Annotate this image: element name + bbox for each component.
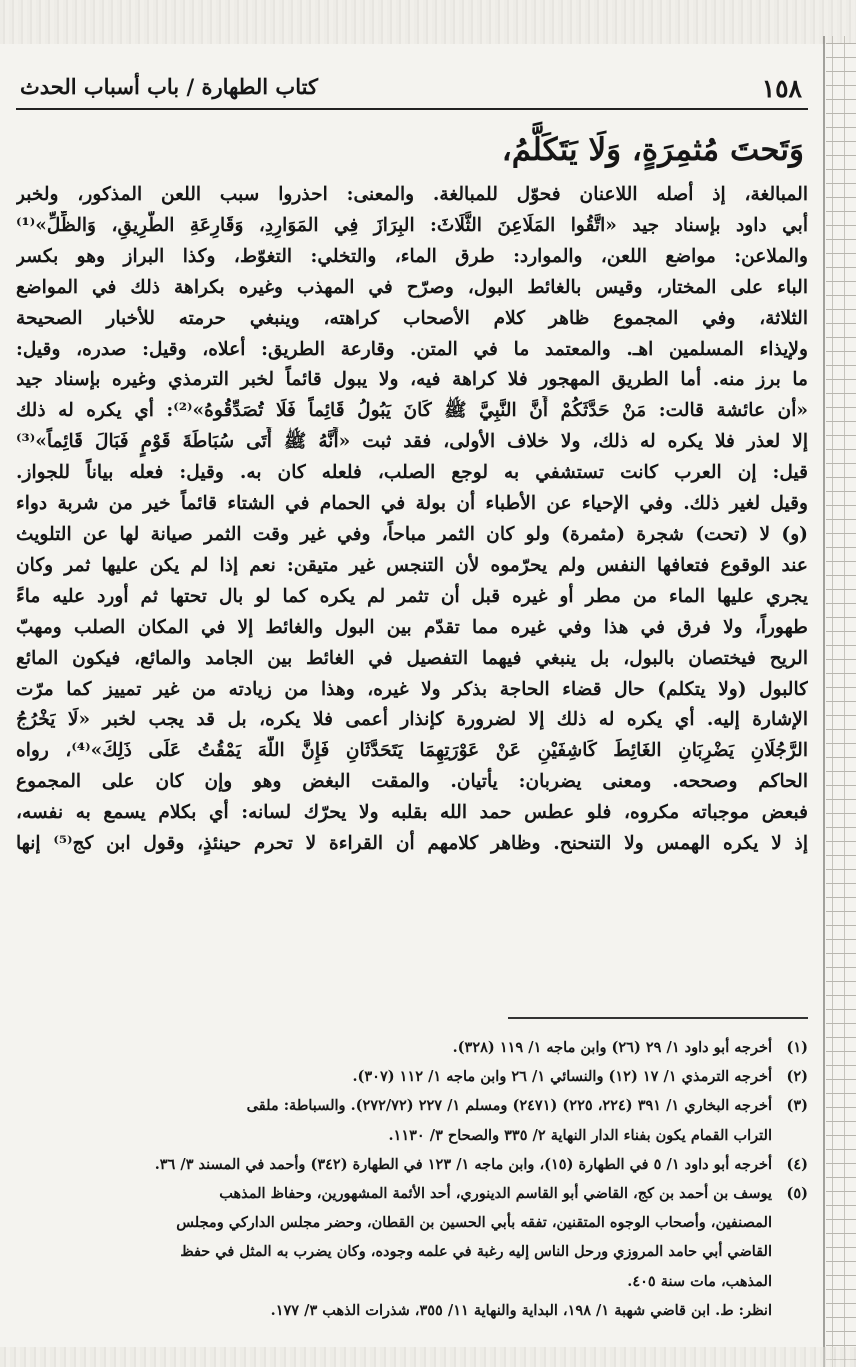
footnote-line: أخرجه الترمذي ١/ ١٧ (١٢) والنسائي ١/ ٢٦ وابن ماجه ١/ ١١٢ (٣٠٧). — [352, 1068, 772, 1086]
footnote-line: أخرجه أبو داود ١/ ٢٩ (٢٦) وابن ماجه ١/ ١١٩ (٣٢٨). — [452, 1039, 772, 1056]
footnote-number: (٥) — [786, 1185, 808, 1203]
running-title: كتاب الطهارة / باب أسباب الحدث — [20, 74, 318, 99]
footnote-line: المصنفين، وأصحاب الوجوه المتقنين، تفقه بأبي الحسين بن القطان، وحضر مجلس الداركي ومجلس — [176, 1214, 772, 1232]
scan-edge-top — [0, 0, 856, 44]
footnote-line: المذهب، مات سنة ٤٠٥. — [627, 1272, 772, 1290]
text-line: طهوراً، ولا فرق في هذا وفي غيره مما تقدّم بين البول والغائط إلا في المكان الصلب ومهبّ — [16, 616, 808, 638]
text-line: «أن عائشة قالت: مَنْ حَدَّثَكُمْ أَنَّ النَّبِيَّ ﷺ كَانَ يَبُولُ قَائِماً فَلَا تُصَدِّقُوهُ»⁽²⁾: أي يكره له ذلك — [16, 400, 808, 422]
text-line: ولإيذاء المسلمين اهـ. والمعتمد ما في المتن. وقارعة الطريق: أعلاه، وقيل: صدره، وقيل: — [16, 338, 808, 360]
page-number: ١٥٨ — [761, 74, 802, 103]
footnote-text — [16, 1150, 772, 1179]
footnote-item — [16, 1179, 808, 1325]
footnote-item — [16, 1033, 808, 1062]
text-line: الثلاثة، وفي المجموع ظاهر كلام الأصحاب كراهته، وينبغي حرمته للأخبار الصحيحة — [16, 307, 808, 329]
scan-edge-bottom — [0, 1347, 856, 1367]
footnote-line: يوسف بن أحمد بن كج، القاضي أبو القاسم الدينوري، أحد الأئمة المشهورين، وحفاظ المذهب — [219, 1185, 772, 1203]
footnote-line: التراب القمام يكون بفناء الدار النهاية ٢/ ٣٣٥ والصحاح ٣/ ١١٣٠. — [388, 1126, 772, 1144]
matn-heading: وَتَحتَ مُثمِرَةٍ، وَلَا يَتَكَلَّمُ، — [501, 132, 804, 168]
footnote-number: (١) — [786, 1039, 808, 1056]
text-line: الرَّجُلَانِ يَضْرِبَانِ الغَائِطَ كَاشِفَيْنِ عَنْ عَوْرَتِهِمَا يَتَحَدَّثَانِ فَإِنَّ اللَّهَ يَمْقُتُ عَلَى ذَلِكَ»⁽⁴⁾، رواه — [16, 740, 808, 762]
text-line: الباء على المختار، وقيس بالغائط البول، وصرّح في المهذب وغيره بكراهة ذلك في المواضع — [16, 276, 808, 298]
footnote-separator — [508, 1017, 808, 1019]
footnote-line: أخرجه أبو داود ١/ ٥ في الطهارة (١٥)، وابن ماجه ١/ ١٢٣ في الطهارة (٣٤٢) وأحمد في المسند ٣/ ٣٦. — [154, 1155, 772, 1173]
footnote-line: انظر: ط. ابن قاضي شهبة ١/ ١٩٨، البداية والنهاية ١١/ ٣٥٥، شذرات الذهب ٣/ ١٧٧. — [270, 1301, 772, 1319]
footnote-number: (٢) — [786, 1068, 808, 1086]
text-line: أبي داود بإسناد جيد «اتَّقُوا المَلَاعِنَ الثَّلَاثَ: البِرَازَ فِي المَوَارِدِ، وَقَارِعَةِ الطَّرِيقِ، وَالظِّلِّ»⁽¹⁾ — [16, 214, 808, 236]
text-line: وقيل لغير ذلك. وفي الإحياء عن الأطباء أن بولة في الحمام في الشتاء قائماً خير من شربة دواء — [16, 493, 808, 515]
text-line: فبعض موجباته مكروه، فلو عطس حمد الله بقلبه ولا يحرّك لسانه: أي بكلام يسمع به نفسه، — [16, 802, 808, 824]
footnote-number: (٤) — [786, 1155, 808, 1173]
text-line: والملاعن: مواضع اللعن، والموارد: طرق الماء، والتخلي: التغوّط، وكذا البراز وهو بكسر — [16, 245, 808, 267]
text-line: المبالغة، إذ أصله اللاعنان فحوّل للمبالغة. والمعنى: احذروا سبب اللعن المذكور، ولخبر — [16, 184, 808, 205]
footnote-line: القاضي أبي حامد المروزي ورحل الناس إليه رغبة في علمه وجوده، وكان يضرب به المثل في حفظ — [180, 1243, 772, 1261]
text-line: الحاكم وصححه. ومعنى يضربان: يأتيان. والمقت البغض وهو وإن كان على المجموع — [16, 771, 808, 793]
text-line: الإشارة إليه. أي يكره له ذلك إلا لضرورة كإنذار أعمى فلا يكره، بل قد يجب لخبر «لَا يَخْرُجُ — [16, 709, 808, 731]
footnote-item — [16, 1150, 808, 1179]
footnote-number: (٣) — [786, 1097, 808, 1115]
border-rule — [823, 36, 825, 1367]
text-line: قيل: إن العرب كانت تستشفي به لوجع الصلب، فلعله كان به. وقيل: فعله بياناً للجواز. — [16, 462, 808, 484]
text-line: يجري عليها الماء من مطر أو غيره قبل أن تثمر لم يكره كما لو بال تحتها ثم أورد عليه ماءً — [16, 585, 808, 607]
decorative-border — [826, 36, 856, 1367]
text-line: (و) لا (تحت) شجرة (مثمرة) ولو كان الثمر مباحاً، وفي غير وقت الثمر صيانة لها عن التلويث — [16, 523, 808, 545]
page-header — [16, 68, 808, 110]
footnote-text — [16, 1179, 772, 1325]
commentary-text — [16, 180, 808, 860]
text-line: إلا لعذر فلا يكره له ذلك، ولا خلاف الأولى، فقد ثبت «أَنَّهُ ﷺ أَتَى سُبَاطَةَ قَوْمٍ فَبَالَ قَائِماً»⁽³⁾ — [16, 431, 808, 453]
text-line: الريح فيختصان بالبول، بل ينبغي فيهما التفصيل في الغائط بين الجامد والمائع، فيكون المائع — [16, 647, 808, 669]
footnote-text — [16, 1062, 772, 1091]
footnote-text — [16, 1033, 772, 1062]
footnote-line: أخرجه البخاري ١/ ٣٩١ (٢٢٤، ٢٢٥) (٢٤٧١) ومسلم ١/ ٢٢٧ (٢٧٢/٧٢). والسباطة: ملقى — [246, 1097, 772, 1115]
book-page — [16, 50, 808, 1358]
text-line: إذ لا يكره الهمس ولا التنحنح. وظاهر كلامهم أن القراءة لا تحرم حينئذٍ، وقول ابن كج⁽⁵⁾ إنها — [16, 833, 808, 855]
footnote-list — [16, 1033, 808, 1325]
footnote-item — [16, 1062, 808, 1091]
text-line: عند الوقوع فتعافها النفس ولم يحرّموه لأن التنجس غير متيقن: نعم إذا لم يكن عليها ثمر وكان — [16, 554, 808, 576]
text-line: كالبول (ولا يتكلم) حال قضاء الحاجة بذكر ولا غيره، وهذا من زيادته من غير تمييز كما مرّت — [16, 678, 808, 700]
footnote-text — [16, 1091, 772, 1149]
text-line: ما برز منه. أما الطريق المهجور فلا كراهة فيه، ولا يبول قائماً لخبر الترمذي وغيره بإسناد جيد — [16, 369, 808, 391]
footnote-item — [16, 1091, 808, 1149]
